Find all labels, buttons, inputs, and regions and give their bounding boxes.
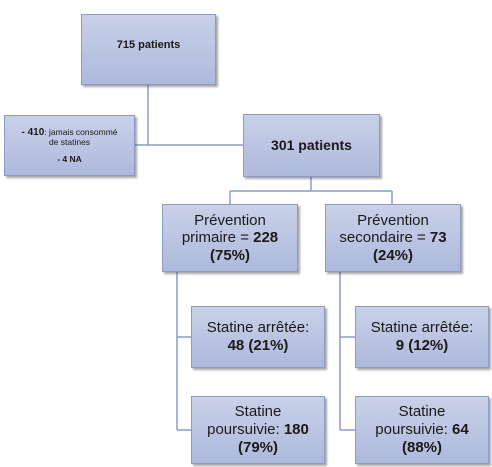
primary-stopped-value: 48 (21%) [227, 337, 289, 354]
total-patients-label: 715 patients [116, 39, 181, 52]
primary-continued-line2 [207, 421, 309, 439]
primary-line2 [182, 229, 278, 246]
primary-prevention-node [162, 204, 298, 272]
excluded-na: - 4 NA [57, 153, 82, 164]
secondary-prefix: secondaire = [339, 229, 430, 247]
primary-continued-prefix: poursuivie: [207, 421, 284, 438]
secondary-continued-prefix: poursuivie: [375, 421, 453, 438]
secondary-continued-line2 [375, 421, 468, 439]
primary-continued-value: 180 [283, 421, 309, 438]
secondary-stopped-value: 9 (12%) [395, 337, 449, 354]
excluded-text-2: de statines [48, 137, 91, 148]
primary-line1: Prévention [194, 212, 266, 230]
excluded-count: - 410 [21, 126, 45, 138]
secondary-continued-value: 64 [452, 421, 469, 438]
secondary-continued-line1: Statine [398, 403, 446, 420]
secondary-line1: Prévention [357, 212, 429, 230]
secondary-value: 73 [429, 229, 447, 247]
total-patients-node [81, 14, 216, 85]
primary-continued-percent: (79%) [237, 439, 278, 456]
secondary-percent: (24%) [372, 246, 413, 264]
included-patients-node [243, 114, 380, 177]
excluded-text: : jamais consommé [44, 126, 118, 137]
secondary-prevention-node [325, 204, 461, 272]
primary-percent: (75%) [209, 246, 250, 264]
primary-stopped-label: Statine arrêtée: [206, 319, 310, 336]
secondary-continued-percent: (88%) [401, 439, 442, 456]
primary-prefix: primaire = [181, 229, 254, 247]
secondary-statin-stopped-node [355, 306, 489, 368]
secondary-stopped-label: Statine arrêtée: [370, 319, 474, 336]
primary-statin-continued-node [191, 396, 325, 464]
excluded-patients-node [4, 115, 135, 176]
secondary-line2 [339, 229, 446, 246]
primary-continued-line1: Statine [234, 403, 282, 420]
secondary-statin-continued-node [355, 396, 489, 464]
primary-statin-stopped-node [191, 306, 325, 368]
primary-value: 228 [253, 229, 279, 247]
included-patients-label: 301 patients [271, 136, 352, 153]
